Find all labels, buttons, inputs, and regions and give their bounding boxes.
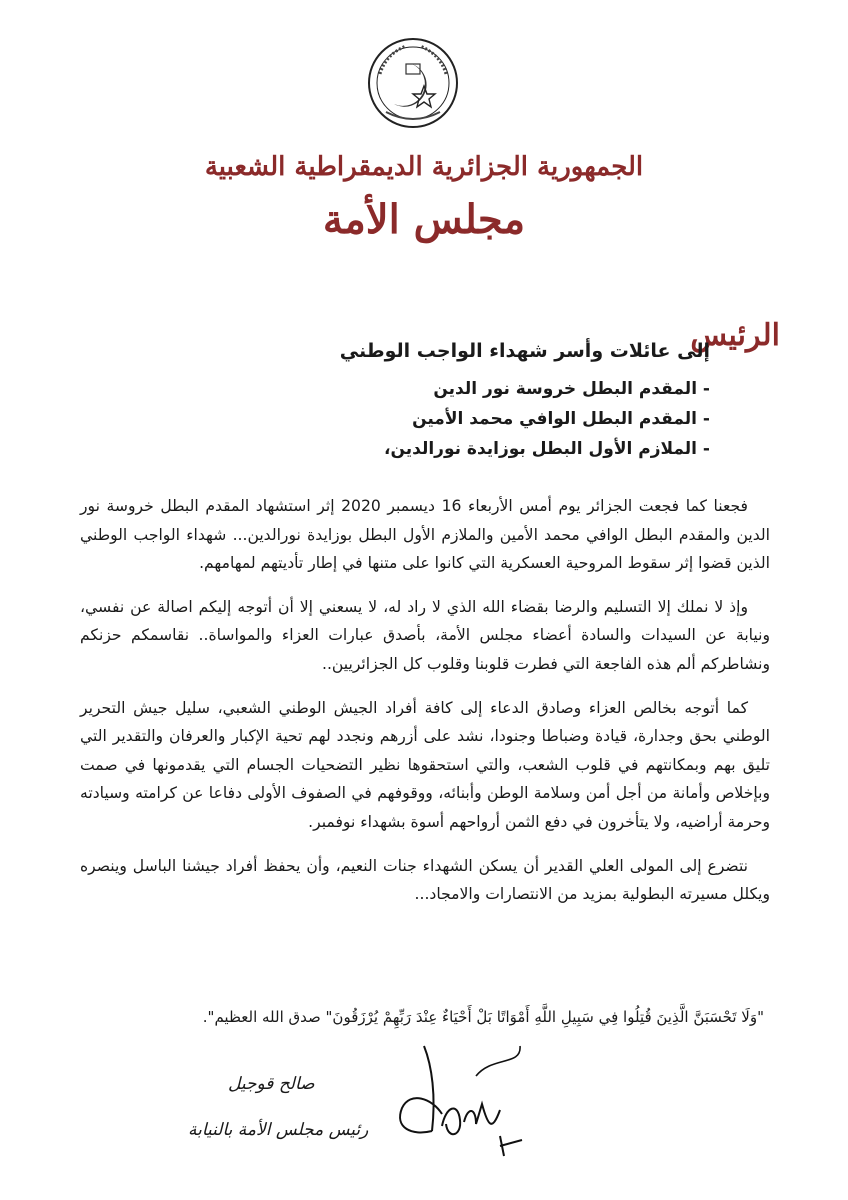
addressee-item: - الملازم الأول البطل بوزايدة نورالدين، <box>384 439 710 459</box>
signatory-title: رئيس مجلس الأمة بالنيابة <box>188 1120 369 1140</box>
body-paragraph: نتضرع إلى المولى العلي القدير أن يسكن الشهداء جنات النعيم، وأن يحفظ أفراد جيشنا الباسل وينصره ويكلل مسيرته البطولية بمزيد من الانتصارات والامجاد... <box>80 856 770 904</box>
handwritten-signature <box>372 1036 542 1166</box>
body-paragraph: وإذ لا نملك إلا التسليم والرضا بقضاء الله الذي لا راد له، لا يسعني إلا أن أتوجه إليكم اصالة عن نفسي، ونيابة عن السيدات والسادة أعضاء مجلس الأمة، بأصدق عبارات العزاء والمواساة.. نقاسمكم حزنكم ونشاطركم ألم هذه الفاجعة التي فطرت قلوبنا وقلوب كل الجزائريين.. <box>80 597 770 673</box>
body-paragraph: كما أتوجه بخالص العزاء وصادق الدعاء إلى كافة أفراد الجيش الوطني الشعبي، سليل جيش التحرير الوطني بحق وجدارة، قيادة وضباطا وجنودا، نشد على أزرهم ونجدد لهم تحية الإكبار والعرفان والتقدير التي تليق بهم وبمكانتهم في قلوب الشعب، والتي استحقوها نظير التضحيات الجسام التي يقدمونها في صمت وبإخلاص وأمانة من أجل أمن وسلامة الوطن وأبنائه، ووقوفهم في الصفوف الأولى دفاعا عن كرامته وسيادته وحرمة أراضيه، ولا يتأخرون في دفع الثمن أرواحهم أسوة بشهداء نوفمبر. <box>80 698 770 831</box>
republic-letterhead: الجمهورية الجزائرية الديمقراطية الشعبية <box>204 152 644 182</box>
addressee-title: إلى عائلات وأسر شهداء الواجب الوطني <box>339 340 710 362</box>
body-paragraph: فجعنا كما فجعت الجزائر يوم أمس الأربعاء 16 ديسمبر 2020 إثر استشهاد المقدم البطل خروسة نور الدين والمقدم البطل الوافي محمد الأمين والملازم الأول البطل بوزايدة نورالدين... شهداء الواجب الوطني الذين قضوا إثر سقوط المروحية العسكرية التي كانوا على متنها في إطار تأديتهم لمهامهم. <box>80 497 770 573</box>
addressee-item: - المقدم البطل خروسة نور الدين <box>433 379 710 399</box>
president-label: الرئيس <box>690 318 780 353</box>
signatory-name: صالح قوجيل <box>228 1074 315 1094</box>
quran-verse: "وَلَا تَحْسَبَنَّ الَّذِينَ قُتِلُوا فِي سَبِيلِ اللَّهِ أَمْوَاتًا بَلْ أَحْيَاءٌ عِنْدَ رَبِّهِمْ يُرْزَقُونَ" صدق الله العظيم". <box>202 1008 764 1026</box>
national-emblem-icon <box>366 34 460 132</box>
addressee-list <box>230 374 710 464</box>
addressee-item: - المقدم البطل الوافي محمد الأمين <box>412 409 710 429</box>
letter-body <box>80 492 770 924</box>
council-letterhead: مجلس الأمة <box>322 196 526 243</box>
